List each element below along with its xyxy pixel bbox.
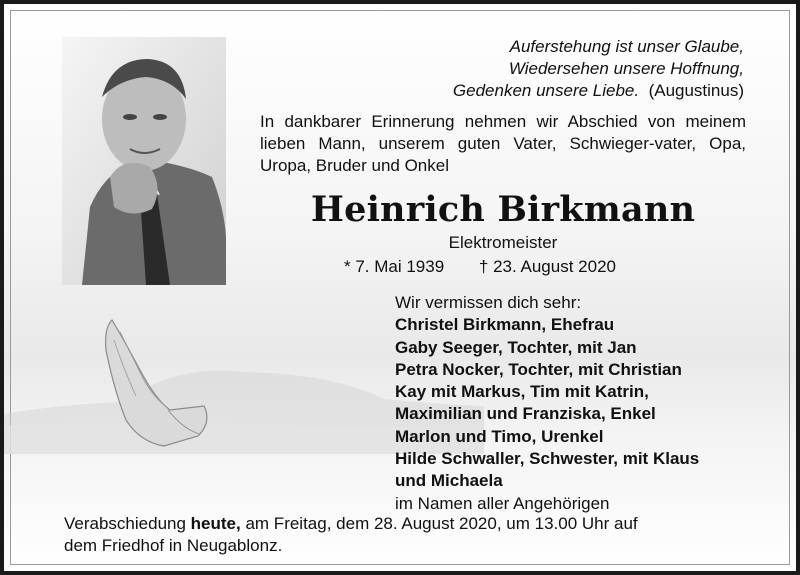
birth-date: * 7. Mai 1939 [344, 257, 445, 276]
mourner-entry: und Michaela [395, 471, 503, 491]
mourner-entry: Petra Nocker, Tochter, mit Christian [395, 359, 682, 379]
mourner-entry: Marlon und Timo, Urenkel [395, 426, 604, 446]
quote-line: Wiedersehen unsere Hoffnung, [508, 59, 744, 78]
life-dates [344, 256, 646, 278]
mourners-list [395, 292, 699, 515]
quote-line: Gedenken unsere Liebe. [452, 81, 640, 100]
death-date: † 23. August 2020 [478, 257, 616, 276]
mourner-entry: Hilde Schwaller, Schwester, mit Klaus [395, 449, 700, 469]
farewell-details: am Freitag, dem 28. August 2020, um 13.00 Uhr auf [245, 514, 638, 533]
mourner-entry: Maximilian und Franziska, Enkel [395, 404, 656, 424]
mourner-entry: Kay mit Markus, Tim mit Katrin, [395, 382, 649, 402]
portrait-photo [62, 37, 226, 285]
quote-line: Auferstehung ist unser Glaube, [509, 37, 744, 56]
praying-hands-icon [84, 310, 214, 460]
farewell-highlight: heute, [190, 514, 241, 533]
mourner-entry: Gaby Seeger, Tochter, mit Jan [395, 337, 637, 357]
farewell-prefix: Verabschiedung [64, 514, 186, 533]
quote-author: (Augustinus) [648, 81, 744, 100]
farewell-location: dem Friedhof in Neugablonz. [64, 536, 283, 555]
mourners-footer: im Namen aller Angehörigen [395, 493, 610, 513]
quote-block [304, 36, 744, 102]
deceased-occupation: Elektromeister [448, 233, 558, 252]
mourner-entry: Christel Birkmann, Ehefrau [395, 315, 615, 335]
farewell-notice [64, 513, 748, 557]
mourners-heading: Wir vermissen dich sehr: [395, 293, 582, 312]
deceased-name: Heinrich Birkmann [310, 189, 696, 230]
intro-text: In dankbarer Erinnerung nehmen wir Abschied von meinem lieben Mann, unserem guten Vater, Schwieger-vater, Opa, Uropa, Bruder und Onkel [260, 112, 746, 175]
